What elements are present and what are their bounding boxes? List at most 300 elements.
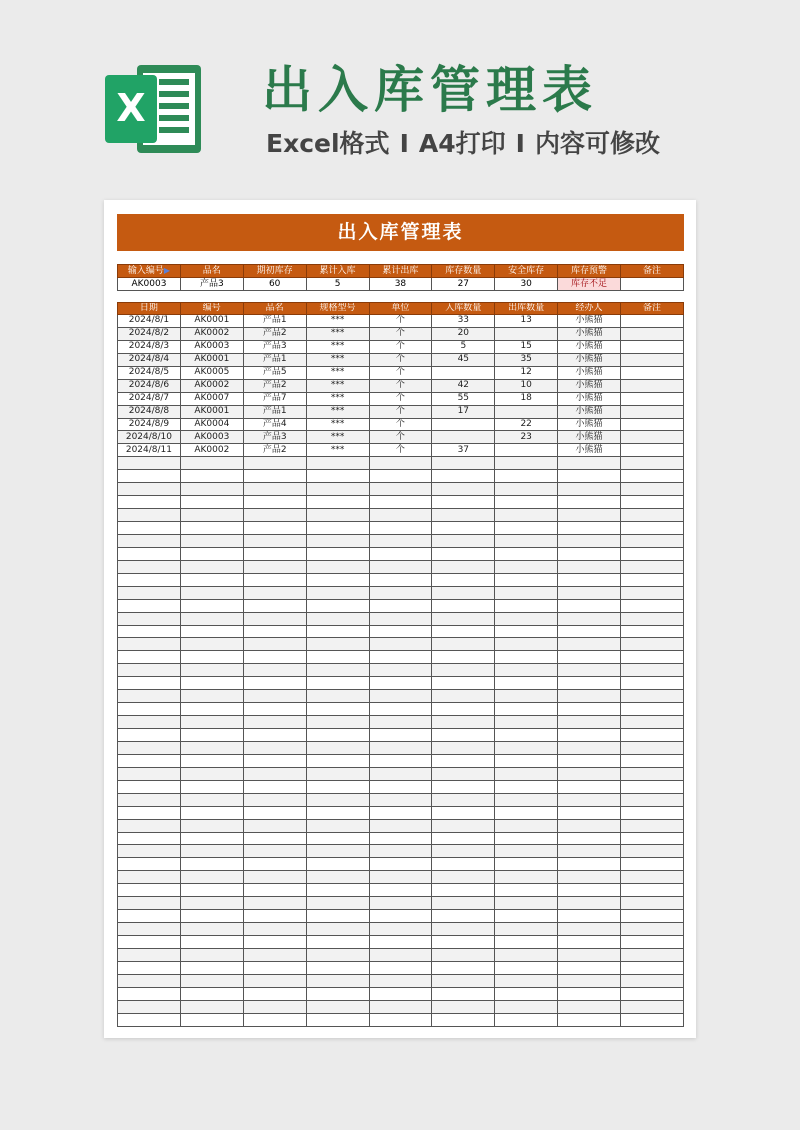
- empty-table-cell[interactable]: [243, 729, 306, 742]
- empty-table-cell[interactable]: [306, 586, 369, 599]
- empty-table-cell[interactable]: [243, 547, 306, 560]
- empty-table-cell[interactable]: [432, 664, 495, 677]
- empty-table-cell[interactable]: [621, 1013, 684, 1026]
- empty-table-cell[interactable]: [369, 884, 432, 897]
- empty-table-cell[interactable]: [306, 625, 369, 638]
- empty-table-cell[interactable]: [432, 987, 495, 1000]
- empty-table-cell[interactable]: [243, 871, 306, 884]
- empty-table-cell[interactable]: [118, 974, 181, 987]
- empty-table-cell[interactable]: [243, 754, 306, 767]
- empty-table-cell[interactable]: [180, 832, 243, 845]
- empty-table-cell[interactable]: [180, 858, 243, 871]
- empty-table-cell[interactable]: [369, 871, 432, 884]
- empty-table-cell[interactable]: [306, 819, 369, 832]
- empty-table-cell[interactable]: [558, 923, 621, 936]
- table-cell[interactable]: 2024/8/6: [118, 379, 181, 392]
- empty-table-cell[interactable]: [558, 910, 621, 923]
- cell[interactable]: 38: [369, 278, 432, 291]
- table-cell[interactable]: 2024/8/11: [118, 444, 181, 457]
- empty-table-cell[interactable]: [495, 832, 558, 845]
- empty-table-cell[interactable]: [558, 961, 621, 974]
- empty-table-cell[interactable]: [243, 923, 306, 936]
- empty-table-cell[interactable]: [369, 923, 432, 936]
- empty-table-cell[interactable]: [306, 923, 369, 936]
- empty-table-cell[interactable]: [306, 793, 369, 806]
- table-cell[interactable]: 小熊猫: [558, 340, 621, 353]
- empty-table-cell[interactable]: [180, 547, 243, 560]
- empty-table-cell[interactable]: [369, 690, 432, 703]
- empty-table-cell[interactable]: [118, 897, 181, 910]
- empty-table-cell[interactable]: [243, 741, 306, 754]
- table-cell[interactable]: 小熊猫: [558, 431, 621, 444]
- empty-table-cell[interactable]: [432, 677, 495, 690]
- empty-table-cell[interactable]: [495, 560, 558, 573]
- table-cell[interactable]: ***: [306, 315, 369, 328]
- empty-table-cell[interactable]: [369, 573, 432, 586]
- dropdown-arrow-icon[interactable]: ▶: [163, 266, 171, 275]
- empty-table-cell[interactable]: [118, 664, 181, 677]
- empty-table-cell[interactable]: [432, 884, 495, 897]
- empty-table-cell[interactable]: [621, 948, 684, 961]
- empty-table-cell[interactable]: [621, 522, 684, 535]
- empty-table-cell[interactable]: [432, 780, 495, 793]
- empty-table-cell[interactable]: [558, 832, 621, 845]
- table-cell[interactable]: 2024/8/3: [118, 340, 181, 353]
- empty-table-cell[interactable]: [495, 470, 558, 483]
- empty-table-cell[interactable]: [243, 690, 306, 703]
- empty-table-cell[interactable]: [369, 651, 432, 664]
- empty-table-cell[interactable]: [558, 690, 621, 703]
- empty-table-cell[interactable]: [432, 845, 495, 858]
- table-cell[interactable]: [432, 418, 495, 431]
- empty-table-cell[interactable]: [432, 560, 495, 573]
- empty-table-cell[interactable]: [558, 586, 621, 599]
- table-cell[interactable]: 20: [432, 327, 495, 340]
- empty-table-cell[interactable]: [118, 716, 181, 729]
- empty-table-cell[interactable]: [621, 547, 684, 560]
- empty-table-cell[interactable]: [306, 974, 369, 987]
- empty-table-cell[interactable]: [180, 560, 243, 573]
- empty-table-cell[interactable]: [432, 483, 495, 496]
- empty-table-cell[interactable]: [621, 845, 684, 858]
- empty-table-cell[interactable]: [432, 948, 495, 961]
- empty-table-cell[interactable]: [118, 560, 181, 573]
- cell[interactable]: 30: [495, 278, 558, 291]
- empty-table-cell[interactable]: [243, 470, 306, 483]
- empty-table-cell[interactable]: [243, 987, 306, 1000]
- table-cell[interactable]: AK0005: [180, 366, 243, 379]
- table-cell[interactable]: 小熊猫: [558, 405, 621, 418]
- table-cell[interactable]: 22: [495, 418, 558, 431]
- table-cell[interactable]: [621, 340, 684, 353]
- empty-table-cell[interactable]: [118, 573, 181, 586]
- empty-table-cell[interactable]: [495, 496, 558, 509]
- empty-table-cell[interactable]: [621, 457, 684, 470]
- empty-table-cell[interactable]: [495, 599, 558, 612]
- empty-table-cell[interactable]: [118, 586, 181, 599]
- empty-table-cell[interactable]: [180, 522, 243, 535]
- table-cell[interactable]: 12: [495, 366, 558, 379]
- empty-table-cell[interactable]: [621, 961, 684, 974]
- empty-table-cell[interactable]: [558, 754, 621, 767]
- empty-table-cell[interactable]: [558, 560, 621, 573]
- table-cell[interactable]: AK0001: [180, 353, 243, 366]
- empty-table-cell[interactable]: [306, 936, 369, 949]
- empty-table-cell[interactable]: [432, 858, 495, 871]
- empty-table-cell[interactable]: [558, 1000, 621, 1013]
- empty-table-cell[interactable]: [243, 806, 306, 819]
- empty-table-cell[interactable]: [243, 638, 306, 651]
- empty-table-cell[interactable]: [432, 716, 495, 729]
- table-cell[interactable]: 55: [432, 392, 495, 405]
- empty-table-cell[interactable]: [306, 716, 369, 729]
- empty-table-cell[interactable]: [306, 599, 369, 612]
- empty-table-cell[interactable]: [180, 612, 243, 625]
- empty-table-cell[interactable]: [432, 936, 495, 949]
- empty-table-cell[interactable]: [243, 703, 306, 716]
- empty-table-cell[interactable]: [558, 599, 621, 612]
- empty-table-cell[interactable]: [369, 522, 432, 535]
- empty-table-cell[interactable]: [621, 638, 684, 651]
- empty-table-cell[interactable]: [180, 716, 243, 729]
- empty-table-cell[interactable]: [306, 534, 369, 547]
- empty-table-cell[interactable]: [558, 677, 621, 690]
- empty-table-cell[interactable]: [180, 664, 243, 677]
- empty-table-cell[interactable]: [369, 961, 432, 974]
- empty-table-cell[interactable]: [369, 625, 432, 638]
- empty-table-cell[interactable]: [369, 729, 432, 742]
- empty-table-cell[interactable]: [306, 729, 369, 742]
- table-cell[interactable]: 2024/8/9: [118, 418, 181, 431]
- table-cell[interactable]: ***: [306, 327, 369, 340]
- empty-table-cell[interactable]: [180, 961, 243, 974]
- empty-table-cell[interactable]: [118, 496, 181, 509]
- table-cell[interactable]: 个: [369, 366, 432, 379]
- empty-table-cell[interactable]: [306, 948, 369, 961]
- table-cell[interactable]: [621, 327, 684, 340]
- empty-table-cell[interactable]: [118, 677, 181, 690]
- empty-table-cell[interactable]: [558, 716, 621, 729]
- empty-table-cell[interactable]: [558, 780, 621, 793]
- table-cell[interactable]: 个: [369, 418, 432, 431]
- empty-table-cell[interactable]: [621, 1000, 684, 1013]
- empty-table-cell[interactable]: [243, 793, 306, 806]
- table-cell[interactable]: 产品2: [243, 379, 306, 392]
- empty-table-cell[interactable]: [432, 638, 495, 651]
- empty-table-cell[interactable]: [558, 457, 621, 470]
- empty-table-cell[interactable]: [180, 586, 243, 599]
- empty-table-cell[interactable]: [243, 884, 306, 897]
- empty-table-cell[interactable]: [306, 470, 369, 483]
- table-cell[interactable]: AK0002: [180, 444, 243, 457]
- empty-table-cell[interactable]: [558, 741, 621, 754]
- empty-table-cell[interactable]: [369, 897, 432, 910]
- empty-table-cell[interactable]: [558, 509, 621, 522]
- table-cell[interactable]: 个: [369, 379, 432, 392]
- empty-table-cell[interactable]: [558, 793, 621, 806]
- empty-table-cell[interactable]: [306, 560, 369, 573]
- empty-table-cell[interactable]: [306, 741, 369, 754]
- empty-table-cell[interactable]: [558, 819, 621, 832]
- empty-table-cell[interactable]: [558, 884, 621, 897]
- empty-table-cell[interactable]: [118, 703, 181, 716]
- table-cell[interactable]: 2024/8/2: [118, 327, 181, 340]
- table-cell[interactable]: 小熊猫: [558, 418, 621, 431]
- empty-table-cell[interactable]: [118, 754, 181, 767]
- empty-table-cell[interactable]: [243, 599, 306, 612]
- empty-table-cell[interactable]: [369, 509, 432, 522]
- empty-table-cell[interactable]: [432, 534, 495, 547]
- table-cell[interactable]: AK0001: [180, 315, 243, 328]
- table-cell[interactable]: 小熊猫: [558, 366, 621, 379]
- empty-table-cell[interactable]: [432, 1013, 495, 1026]
- table-cell[interactable]: ***: [306, 444, 369, 457]
- table-cell[interactable]: 2024/8/10: [118, 431, 181, 444]
- empty-table-cell[interactable]: [306, 612, 369, 625]
- empty-table-cell[interactable]: [243, 586, 306, 599]
- empty-table-cell[interactable]: [558, 871, 621, 884]
- empty-table-cell[interactable]: [495, 703, 558, 716]
- empty-table-cell[interactable]: [495, 586, 558, 599]
- empty-table-cell[interactable]: [118, 780, 181, 793]
- empty-table-cell[interactable]: [432, 819, 495, 832]
- empty-table-cell[interactable]: [243, 936, 306, 949]
- empty-table-cell[interactable]: [118, 1000, 181, 1013]
- empty-table-cell[interactable]: [558, 845, 621, 858]
- table-cell[interactable]: ***: [306, 431, 369, 444]
- table-cell[interactable]: 产品5: [243, 366, 306, 379]
- empty-table-cell[interactable]: [495, 677, 558, 690]
- empty-table-cell[interactable]: [495, 923, 558, 936]
- empty-table-cell[interactable]: [495, 547, 558, 560]
- empty-table-cell[interactable]: [621, 793, 684, 806]
- empty-table-cell[interactable]: [369, 780, 432, 793]
- empty-table-cell[interactable]: [621, 483, 684, 496]
- empty-table-cell[interactable]: [306, 754, 369, 767]
- empty-table-cell[interactable]: [558, 470, 621, 483]
- empty-table-cell[interactable]: [243, 767, 306, 780]
- table-cell[interactable]: 13: [495, 315, 558, 328]
- table-cell[interactable]: 35: [495, 353, 558, 366]
- empty-table-cell[interactable]: [306, 509, 369, 522]
- empty-table-cell[interactable]: [432, 923, 495, 936]
- empty-table-cell[interactable]: [306, 496, 369, 509]
- table-cell[interactable]: 2024/8/4: [118, 353, 181, 366]
- empty-table-cell[interactable]: [495, 573, 558, 586]
- empty-table-cell[interactable]: [558, 897, 621, 910]
- empty-table-cell[interactable]: [432, 871, 495, 884]
- empty-table-cell[interactable]: [306, 845, 369, 858]
- table-cell[interactable]: ***: [306, 379, 369, 392]
- empty-table-cell[interactable]: [306, 690, 369, 703]
- table-cell[interactable]: AK0002: [180, 327, 243, 340]
- table-cell[interactable]: [495, 405, 558, 418]
- empty-table-cell[interactable]: [621, 664, 684, 677]
- cell[interactable]: 产品3: [180, 278, 243, 291]
- empty-table-cell[interactable]: [118, 845, 181, 858]
- empty-table-cell[interactable]: [432, 651, 495, 664]
- empty-table-cell[interactable]: [495, 897, 558, 910]
- empty-table-cell[interactable]: [369, 638, 432, 651]
- empty-table-cell[interactable]: [118, 483, 181, 496]
- table-cell[interactable]: ***: [306, 340, 369, 353]
- empty-table-cell[interactable]: [180, 754, 243, 767]
- table-cell[interactable]: 33: [432, 315, 495, 328]
- cell[interactable]: 27: [432, 278, 495, 291]
- empty-table-cell[interactable]: [180, 496, 243, 509]
- empty-table-cell[interactable]: [243, 819, 306, 832]
- empty-table-cell[interactable]: [621, 819, 684, 832]
- empty-table-cell[interactable]: [180, 729, 243, 742]
- empty-table-cell[interactable]: [118, 729, 181, 742]
- empty-table-cell[interactable]: [243, 560, 306, 573]
- table-cell[interactable]: AK0007: [180, 392, 243, 405]
- empty-table-cell[interactable]: [306, 703, 369, 716]
- empty-table-cell[interactable]: [621, 509, 684, 522]
- empty-table-cell[interactable]: [369, 483, 432, 496]
- empty-table-cell[interactable]: [621, 923, 684, 936]
- table-cell[interactable]: 15: [495, 340, 558, 353]
- empty-table-cell[interactable]: [495, 457, 558, 470]
- empty-table-cell[interactable]: [369, 858, 432, 871]
- table-cell[interactable]: 小熊猫: [558, 392, 621, 405]
- empty-table-cell[interactable]: [180, 897, 243, 910]
- empty-table-cell[interactable]: [369, 560, 432, 573]
- table-cell[interactable]: 产品2: [243, 327, 306, 340]
- empty-table-cell[interactable]: [621, 612, 684, 625]
- empty-table-cell[interactable]: [243, 573, 306, 586]
- empty-table-cell[interactable]: [118, 522, 181, 535]
- empty-table-cell[interactable]: [495, 910, 558, 923]
- empty-table-cell[interactable]: [118, 690, 181, 703]
- table-cell[interactable]: 产品1: [243, 405, 306, 418]
- empty-table-cell[interactable]: [495, 612, 558, 625]
- table-cell[interactable]: 个: [369, 353, 432, 366]
- empty-table-cell[interactable]: [558, 806, 621, 819]
- empty-table-cell[interactable]: [495, 638, 558, 651]
- empty-table-cell[interactable]: [180, 923, 243, 936]
- table-cell[interactable]: 小熊猫: [558, 327, 621, 340]
- empty-table-cell[interactable]: [180, 638, 243, 651]
- table-cell[interactable]: ***: [306, 405, 369, 418]
- table-cell[interactable]: ***: [306, 353, 369, 366]
- table-cell[interactable]: 17: [432, 405, 495, 418]
- table-cell[interactable]: 23: [495, 431, 558, 444]
- empty-table-cell[interactable]: [621, 910, 684, 923]
- empty-table-cell[interactable]: [369, 974, 432, 987]
- table-cell[interactable]: 个: [369, 431, 432, 444]
- empty-table-cell[interactable]: [118, 819, 181, 832]
- table-cell[interactable]: 2024/8/5: [118, 366, 181, 379]
- empty-table-cell[interactable]: [243, 897, 306, 910]
- empty-table-cell[interactable]: [180, 690, 243, 703]
- empty-table-cell[interactable]: [180, 884, 243, 897]
- empty-table-cell[interactable]: [180, 845, 243, 858]
- empty-table-cell[interactable]: [369, 677, 432, 690]
- table-cell[interactable]: [621, 353, 684, 366]
- empty-table-cell[interactable]: [118, 936, 181, 949]
- table-cell[interactable]: 5: [432, 340, 495, 353]
- table-cell[interactable]: 产品2: [243, 444, 306, 457]
- empty-table-cell[interactable]: [495, 741, 558, 754]
- empty-table-cell[interactable]: [621, 560, 684, 573]
- table-cell[interactable]: [621, 418, 684, 431]
- empty-table-cell[interactable]: [180, 599, 243, 612]
- table-cell[interactable]: [432, 431, 495, 444]
- empty-table-cell[interactable]: [369, 948, 432, 961]
- empty-table-cell[interactable]: [621, 651, 684, 664]
- empty-table-cell[interactable]: [369, 806, 432, 819]
- empty-table-cell[interactable]: [621, 729, 684, 742]
- empty-table-cell[interactable]: [306, 858, 369, 871]
- empty-table-cell[interactable]: [306, 522, 369, 535]
- empty-table-cell[interactable]: [180, 806, 243, 819]
- empty-table-cell[interactable]: [118, 547, 181, 560]
- empty-table-cell[interactable]: [180, 509, 243, 522]
- table-cell[interactable]: 42: [432, 379, 495, 392]
- empty-table-cell[interactable]: [369, 910, 432, 923]
- empty-table-cell[interactable]: [369, 470, 432, 483]
- empty-table-cell[interactable]: [432, 690, 495, 703]
- table-cell[interactable]: [495, 327, 558, 340]
- empty-table-cell[interactable]: [369, 754, 432, 767]
- table-cell[interactable]: [495, 444, 558, 457]
- empty-table-cell[interactable]: [180, 534, 243, 547]
- empty-table-cell[interactable]: [558, 638, 621, 651]
- empty-table-cell[interactable]: [432, 547, 495, 560]
- empty-table-cell[interactable]: [621, 754, 684, 767]
- empty-table-cell[interactable]: [118, 948, 181, 961]
- empty-table-cell[interactable]: [306, 547, 369, 560]
- empty-table-cell[interactable]: [432, 470, 495, 483]
- table-cell[interactable]: AK0003: [180, 431, 243, 444]
- table-cell[interactable]: [621, 431, 684, 444]
- empty-table-cell[interactable]: [243, 651, 306, 664]
- table-cell[interactable]: [621, 392, 684, 405]
- empty-table-cell[interactable]: [558, 1013, 621, 1026]
- cell[interactable]: 60: [243, 278, 306, 291]
- table-cell[interactable]: 小熊猫: [558, 379, 621, 392]
- empty-table-cell[interactable]: [180, 483, 243, 496]
- empty-table-cell[interactable]: [243, 496, 306, 509]
- empty-table-cell[interactable]: [495, 767, 558, 780]
- empty-table-cell[interactable]: [118, 625, 181, 638]
- empty-table-cell[interactable]: [306, 1000, 369, 1013]
- empty-table-cell[interactable]: [621, 767, 684, 780]
- empty-table-cell[interactable]: [180, 457, 243, 470]
- empty-table-cell[interactable]: [369, 586, 432, 599]
- table-cell[interactable]: [432, 366, 495, 379]
- empty-table-cell[interactable]: [369, 819, 432, 832]
- table-cell[interactable]: AK0002: [180, 379, 243, 392]
- empty-table-cell[interactable]: [369, 987, 432, 1000]
- empty-table-cell[interactable]: [118, 651, 181, 664]
- empty-table-cell[interactable]: [180, 819, 243, 832]
- empty-table-cell[interactable]: [306, 457, 369, 470]
- empty-table-cell[interactable]: [118, 599, 181, 612]
- empty-table-cell[interactable]: [369, 832, 432, 845]
- table-cell[interactable]: AK0004: [180, 418, 243, 431]
- empty-table-cell[interactable]: [558, 948, 621, 961]
- empty-table-cell[interactable]: [118, 910, 181, 923]
- empty-table-cell[interactable]: [495, 651, 558, 664]
- empty-table-cell[interactable]: [495, 884, 558, 897]
- empty-table-cell[interactable]: [432, 910, 495, 923]
- table-cell[interactable]: 产品3: [243, 340, 306, 353]
- empty-table-cell[interactable]: [621, 573, 684, 586]
- empty-table-cell[interactable]: [558, 522, 621, 535]
- empty-table-cell[interactable]: [306, 910, 369, 923]
